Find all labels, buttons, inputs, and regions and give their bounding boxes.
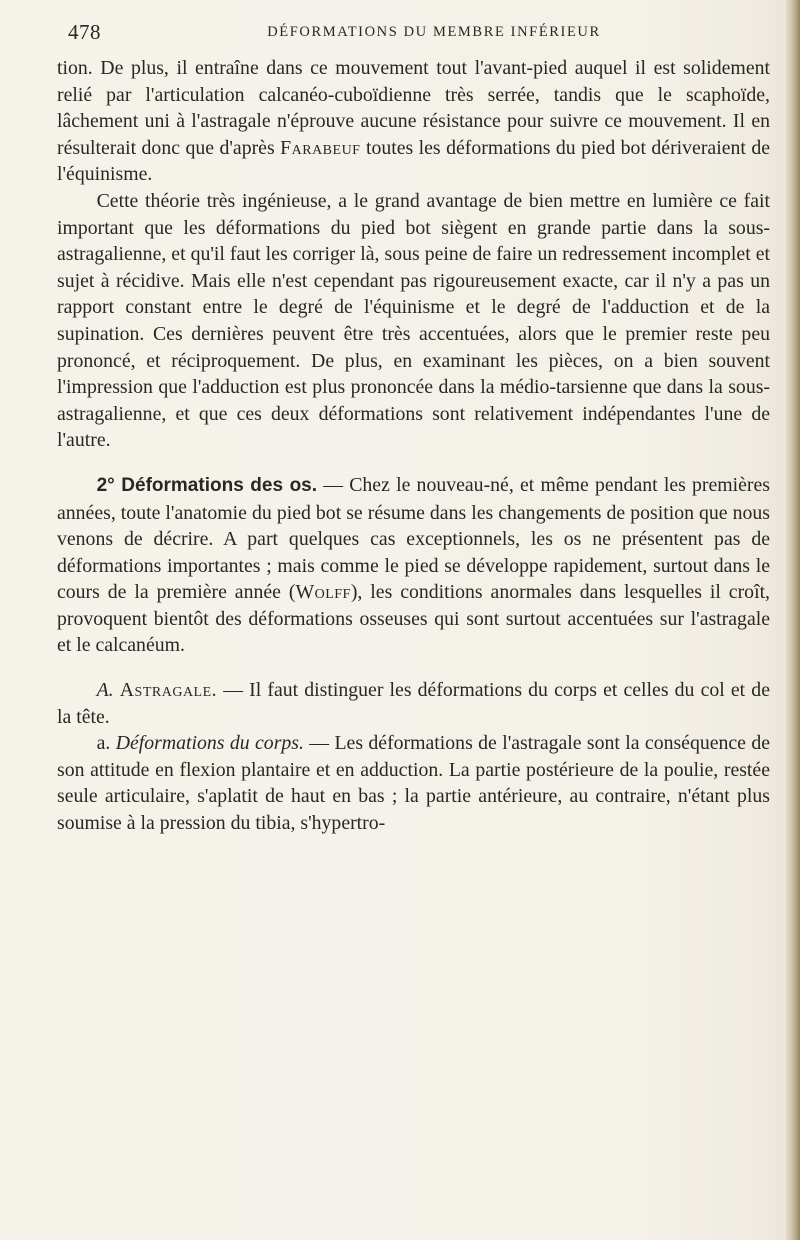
running-head: DÉFORMATIONS DU MEMBRE INFÉRIEUR xyxy=(267,24,601,40)
paragraph-3 xyxy=(57,472,770,659)
paragraph-2 xyxy=(57,188,770,454)
paragraph-4 xyxy=(57,677,770,730)
subsubsection-heading: Déformations du corps. xyxy=(115,732,304,755)
subsection-label: A. xyxy=(96,679,120,702)
paragraph-1-end: toutes les déformations du pied bot dériveraient de l'équinisme. xyxy=(57,136,770,186)
paragraph-2-text: Cette théorie très ingénieuse, a le grand avantage de bien mettre en lumière ce fait important que les déformations du pied bot siègent en grande partie dans la sous-astragalienne, et qu'il faut les corriger là, sous peine de faire un redressement incomplet et sujet à récidive. Mais elle n'est cependant pas rigoureusement exacte, car il n'y a pas un rapport constant entre le degré de l'équinisme et le degré de l'adduction et de la supination. Ces dernières peuvent être très accentuées, alors que le premier reste peu prononcé, et réciproquement. De plus, en examinant les pièces, on a bien souvent l'impression que l'adduction est plus prononcée dans la médio-tarsienne que dans la sous-astragalienne, et que ces deux déformations sont relativement indépendantes l'une de l'autre. xyxy=(57,189,770,452)
section-heading: 2° Déformations des os. xyxy=(96,474,318,496)
paragraph-3-end: ), les conditions anormales dans lesquelles il croît, provoquent bientôt des déformations osseuses qui sont surtout accentuées sur l'astragale et le calcanéum. xyxy=(57,581,771,657)
paragraph-3-text: — Chez le nouveau-né, et même pendant les premières années, toute l'anatomie du pied bot se résume dans les changements de position que nous venons de décrire. A part quelques cas exceptionnels, les os ne présentent pas de déformations importantes ; mais comme le pied se développe rapidement, surtout dans le cours de la première année ( xyxy=(57,473,770,604)
author-name: Wolff xyxy=(295,581,351,604)
page-edge xyxy=(786,0,800,1240)
paragraph-5 xyxy=(57,730,770,836)
subsection-heading: Astragale. xyxy=(119,679,218,702)
paragraph-1-text: tion. De plus, il entraîne dans ce mouvement tout l'avant-pied auquel il est solidement relié par l'articulation calcanéo-cuboïdienne très serrée, tandis que le scaphoïde, lâchement uni à l'astragale n'éprouve aucune résistance pour suivre ce mouvement. Il en résulterait donc que d'après xyxy=(57,57,770,159)
paragraph-4-text: — Il faut distinguer les déformations du corps et celles du col et de la tête. xyxy=(57,679,770,728)
paragraph-1 xyxy=(57,55,770,188)
page-header xyxy=(68,20,768,54)
subsubsection-label: a. xyxy=(96,732,116,755)
author-name: Farabeuf xyxy=(280,136,361,159)
page-number: 478 xyxy=(68,20,101,44)
body-text xyxy=(57,55,770,837)
paragraph-5-text: — Les déformations de l'astragale sont la conséquence de son attitude en flexion plantaire et en adduction. La partie postérieure de la poulie, restée seule articulaire, s'aplatit de haut en bas ; la partie antérieure, au contraire, n'étant plus soumise à la pression du tibia, s'hypertro- xyxy=(57,732,771,835)
